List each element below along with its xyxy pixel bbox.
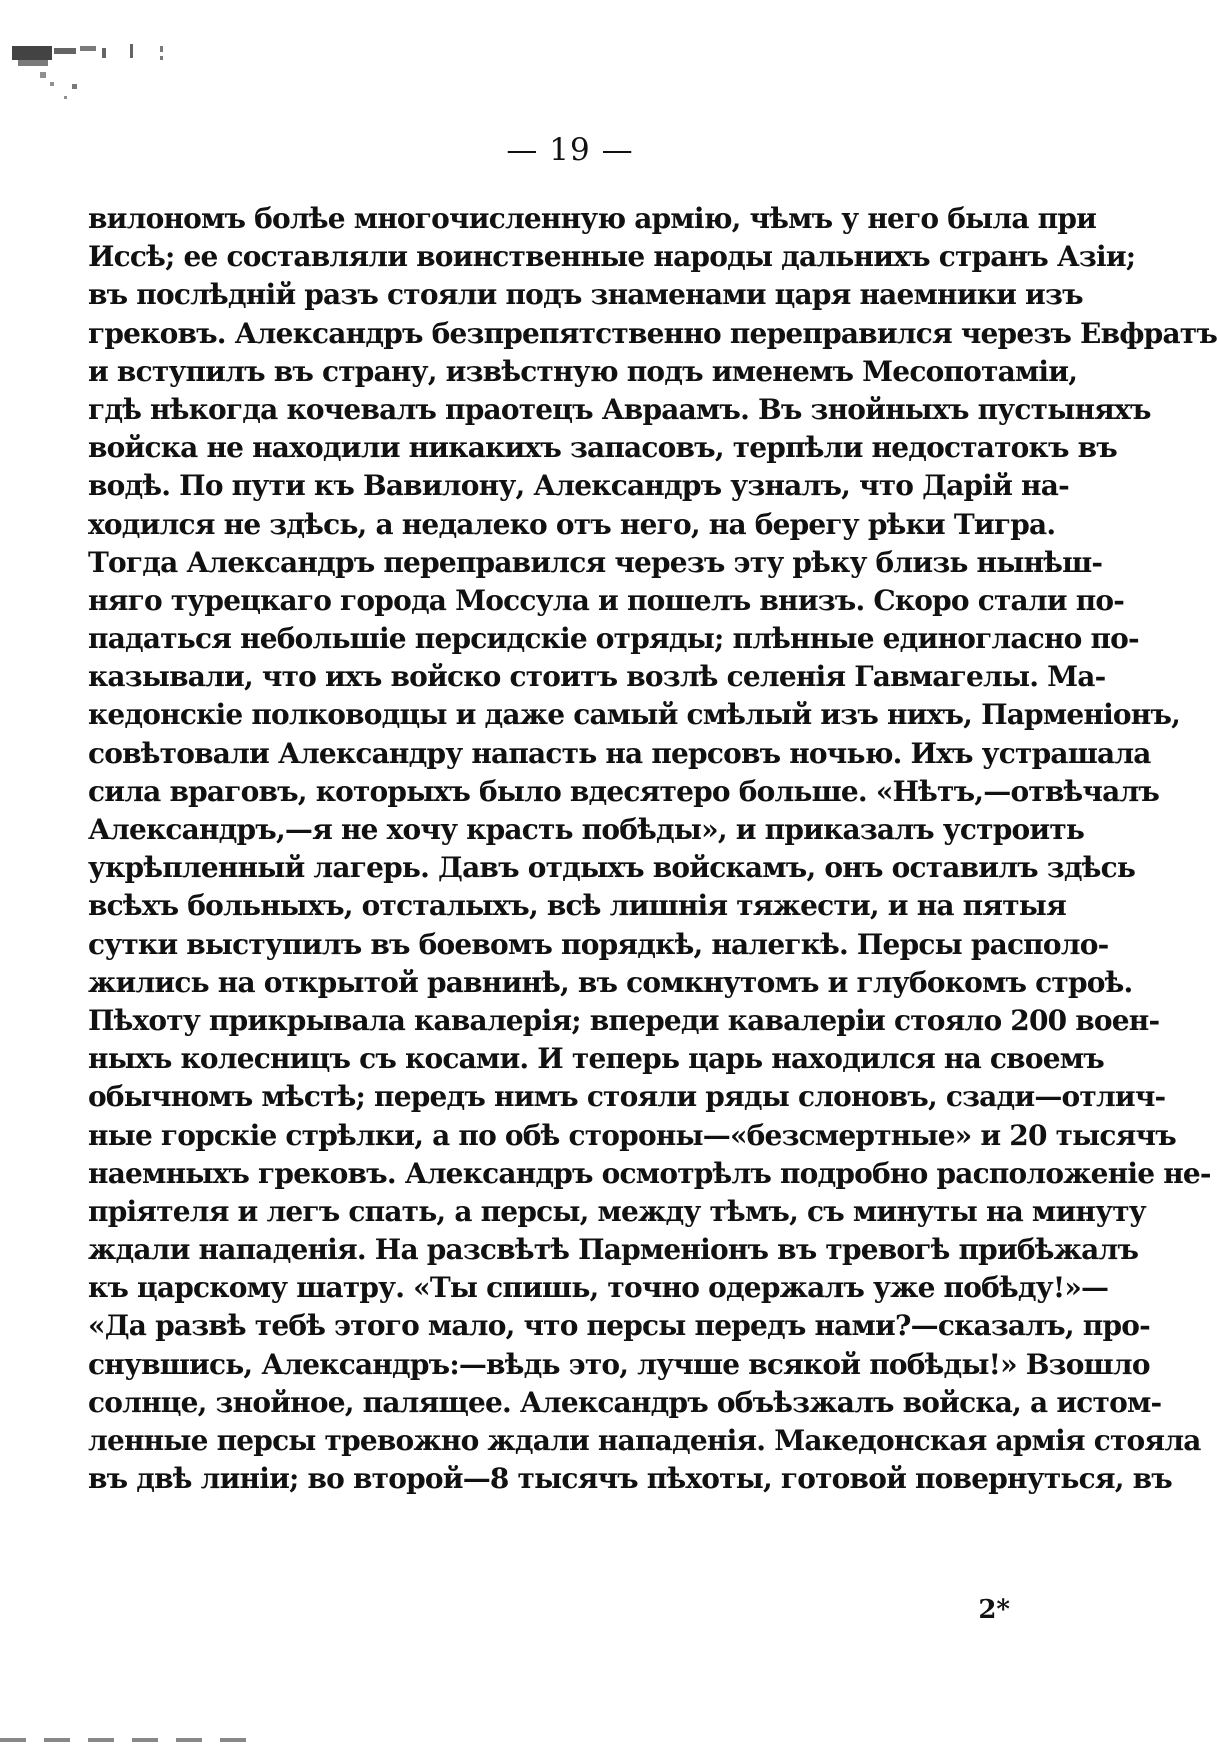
text-line: Тогда Александръ переправился черезъ эту рѣку близь нынѣш- (88, 545, 1103, 579)
text-line: Пѣхоту прикрывала кавалерія; впереди кавалеріи стояло 200 воен- (88, 1003, 1160, 1037)
scan-edge-marks (0, 1738, 260, 1742)
text-line: въ двѣ линіи; во второй—8 тысячъ пѣхоты, готовой повернуться, въ (88, 1462, 1172, 1496)
text-line: ныхъ колесницъ съ косами. И теперь царь находился на своемъ (88, 1042, 1104, 1076)
text-line: наемныхъ грековъ. Александръ осмотрѣлъ подробно расположеніе не- (88, 1156, 1211, 1190)
text-line: Александръ,—я не хочу красть побѣды», и приказалъ устроить (88, 813, 1085, 846)
text-line: «Да развѣ тебѣ этого мало, что персы передъ нами?—сказалъ, про- (88, 1309, 1150, 1343)
text-line: вилономъ болѣе многочисленную армію, чѣмъ у него была при (88, 202, 1097, 235)
page-number: — 19 — (506, 132, 634, 168)
text-line: и вступилъ въ страну, извѣстную подъ именемъ Месопотаміи, (88, 354, 1078, 388)
body-text (88, 200, 1217, 1498)
text-line: ленные персы тревожно ждали нападенія. Македонская армія стояла (88, 1424, 1201, 1457)
text-line: укрѣпленный лагерь. Давъ отдыхъ войскамъ, онъ оставилъ здѣсь (88, 851, 1136, 885)
text-line: Иссѣ; ее составляли воинственные народы дальнихъ странъ Азіи; (88, 240, 1136, 274)
text-line: водѣ. По пути къ Вавилону, Александръ узналъ, что Дарій на- (88, 469, 1069, 503)
text-line: ные горскіе стрѣлки, а по обѣ стороны—«безсмертные» и 20 тысячъ (88, 1118, 1176, 1152)
text-line: въ послѣдній разъ стояли подъ знаменами царя наемники изъ (88, 278, 1083, 312)
text-line: казывали, что ихъ войско стоитъ возлѣ селенія Гавмагелы. Ма- (88, 660, 1106, 694)
text-line: обычномъ мѣстѣ; передъ нимъ стояли ряды слоновъ, сзади—отлич- (88, 1080, 1166, 1114)
text-line: жились на открытой равнинѣ, въ сомкнутомъ и глубокомъ строѣ. (88, 965, 1133, 999)
text-line: грековъ. Александръ безпрепятственно переправился черезъ Евфратъ (88, 316, 1217, 350)
text-line: сутки выступилъ въ боевомъ порядкѣ, налегкѣ. Персы располо- (88, 927, 1109, 961)
text-line: войска не находили никакихъ запасовъ, терпѣли недостатокъ въ (88, 431, 1117, 465)
text-line: пріятеля и легъ спать, а персы, между тѣмъ, съ минуты на минуту (88, 1194, 1146, 1228)
text-line: падаться небольшіе персидскіе отряды; плѣнные единогласно по- (88, 622, 1139, 656)
text-line: няго турецкаго города Моссула и пошелъ внизъ. Скоро стали по- (88, 583, 1125, 617)
text-line: кедонскіе полководцы и даже самый смѣлый изъ нихъ, Парменіонъ, (88, 698, 1181, 732)
text-line: ждали нападенія. На разсвѣтѣ Парменіонъ въ тревогѣ прибѣжалъ (88, 1233, 1139, 1267)
signature-mark: 2* (978, 1595, 1010, 1625)
text-line: сила враговъ, которыхъ было вдесятеро больше. «Нѣтъ,—отвѣчалъ (88, 774, 1160, 808)
text-line: къ царскому шатру. «Ты спишь, точно одержалъ уже побѣду!»— (88, 1271, 1109, 1305)
text-line: снувшись, Александръ:—вѣдь это, лучше всякой побѣды!» Взошло (88, 1347, 1150, 1381)
text-line: ходился не здѣсь, а недалеко отъ него, на берегу рѣки Тигра. (88, 507, 1056, 541)
text-line: совѣтовали Александру напасть на персовъ ночью. Ихъ устрашала (88, 736, 1151, 770)
text-line: гдѣ нѣкогда кочевалъ праотецъ Авраамъ. Въ знойныхъ пустыняхъ (88, 392, 1151, 426)
text-line: всѣхъ больныхъ, отсталыхъ, всѣ лишнія тяжести, и на пятыя (88, 889, 1066, 923)
text-line: солнце, знойное, палящее. Александръ объѣзжалъ войска, а истом- (88, 1385, 1162, 1419)
ink-smudge-mark (10, 38, 200, 108)
